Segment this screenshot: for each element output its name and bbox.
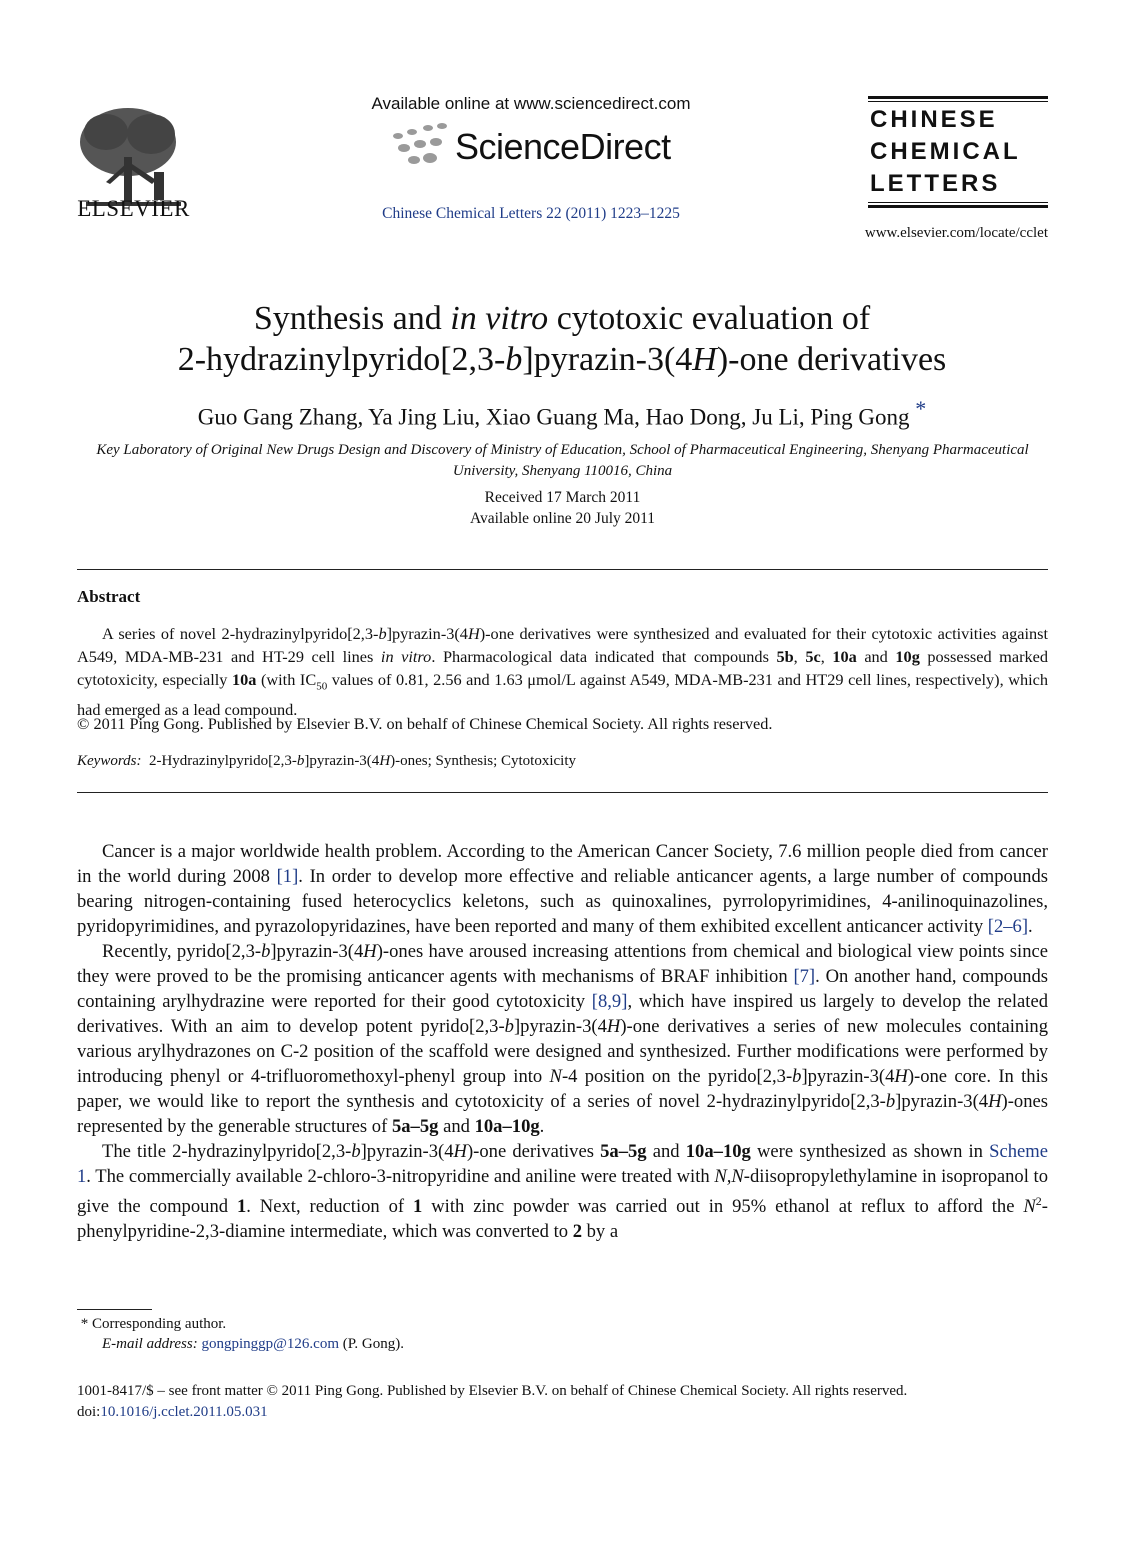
paragraph: The title 2-hydrazinylpyrido[2,3-b]pyrazin-3(4H)-one derivatives 5a–5g and 10a–10g were synthesized as shown in Scheme 1. The commercially available 2-chloro-3-nitropyridine and aniline were treated with N,N-diisopropylethylamine in isopropanol to give the compound 1. Next, reduction of 1 with zinc powder was carried out in 95% ethanol at reflux to afford the $N^2-phenylpyridine-2,3$-diamine intermediate, which was converted to 2 by a <box>77 1141 1048 1243</box>
divider <box>77 569 1048 570</box>
reference-link[interactable]: [1] <box>276 866 299 887</box>
doi-link[interactable]: 10.1016/j.cclet.2011.05.031 <box>100 1404 268 1420</box>
abstract-heading: Abstract <box>77 587 141 606</box>
journal-url[interactable]: www.elsevier.com/locate/cclet <box>864 225 1048 241</box>
article-title: Synthesis and in vitro cytotoxic evaluation of 2-hydrazinylpyrido[2,3-b]pyrazin-3(4H)-one derivatives <box>177 300 947 378</box>
reference-link[interactable]: [7] <box>793 966 816 987</box>
corresponding-author-note: * Corresponding author. <box>80 1316 227 1332</box>
scheme-link[interactable]: Scheme 1 <box>77 1141 1048 1187</box>
journal-logo-word: CHEMICAL <box>870 138 1021 165</box>
journal-logo <box>868 94 1048 210</box>
abstract-text: A series of novel 2-hydrazinylpyrido[2,3-b]pyrazin-3(4H)-one derivatives were synthesized and evaluated for their cytotoxic activities against A549, MDA-MB-231 and HT-29 cell lines in vitro. Pharmacological data indicated that compounds 5b, 5c, 10a and 10g possessed marked cytotoxicity, especially 10a (with $IC_{50}$ values of 0.81, 2.56 and 1.63 μmol/L against A549, MDA-MB-231 and HT29 cell lines, respectively), which had emerged as a lead compound. <box>77 624 1049 720</box>
journal-citation-link[interactable]: Chinese Chemical Letters 22 (2011) 1223–1225 <box>382 205 680 222</box>
reference-link[interactable]: [2–6] <box>987 916 1029 937</box>
issn-line: 1001-8417/$ – see front matter © 2011 Ping Gong. Published by Elsevier B.V. on behalf of Chinese Chemical Society. All rights reserved. <box>77 1383 908 1399</box>
sciencedirect-wordmark: ScienceDirect <box>455 126 671 167</box>
publisher-name: ELSEVIER <box>77 196 190 221</box>
author-list: Guo Gang Zhang, Ya Jing Liu, Xiao Guang Ma, Hao Dong, Ju Li, Ping Gong * <box>197 396 927 430</box>
keywords: Keywords: 2-Hydrazinylpyrido[2,3-b]pyrazin-3(4H)-ones; Synthesis; Cytotoxicity <box>77 753 576 769</box>
journal-logo-word: LETTERS <box>870 170 1001 197</box>
available-online-text: Available online at www.sciencedirect.com <box>371 94 691 113</box>
doi-line: doi:10.1016/j.cclet.2011.05.031 <box>77 1404 268 1420</box>
journal-logo-word: CHINESE <box>870 106 998 133</box>
article-dates <box>77 487 1048 529</box>
article-body <box>77 839 1048 1244</box>
divider <box>77 792 1048 793</box>
reference-link[interactable]: [8,9] <box>591 991 628 1012</box>
received-date: Received 17 March 2011 <box>484 489 641 506</box>
copyright-line: © 2011 Ping Gong. Published by Elsevier B.V. on behalf of Chinese Chemical Society. All rights reserved. <box>77 714 773 733</box>
available-date: Available online 20 July 2011 <box>469 510 656 527</box>
email-note: E-mail address: gongpinggp@126.com (P. Gong). <box>102 1336 405 1352</box>
paragraph: Cancer is a major worldwide health problem. According to the American Cancer Society, 7.6 million people died from cancer in the world during 2008 [1]. In order to develop more effective and reliable anticancer agents, a large number of compounds bearing nitrogen-containing fused heterocyclics keletons, such as quinoxalines, pyrrolopyrimidines, 4-anilinoquinazolines, pyridopyrimidines, and pyrazolopyridazines, have been reported and many of them exhibited excellent anticancer activity [2–6]. <box>77 841 1048 937</box>
affiliation: Key Laboratory of Original New Drugs Design and Discovery of Ministry of Education, School of Pharmaceutical Engineering, Shenyang Pharmaceutical University, Shenyang 110016, China <box>96 442 1029 479</box>
corresponding-author-mark[interactable]: * <box>915 396 927 421</box>
footnote-divider <box>77 1309 152 1310</box>
paragraph: Recently, pyrido[2,3-b]pyrazin-3(4H)-ones have aroused increasing attentions from chemical and biological view points since they were proved to be the promising anticancer agents with mechanisms of BRAF inhibition [7]. On another hand, compounds containing arylhydrazine were reported for their good cytotoxicity [8,9], which have inspired us largely to develop the related derivatives. With an aim to develop potent pyrido[2,3-b]pyrazin-3(4H)-one derivatives a series of new molecules containing various arylhydrazones on C-2 position of the scaffold were designed and synthesized. Further modifications were performed by introducing phenyl or 4-trifluoromethoxyl-phenyl group into N-4 position on the pyrido[2,3-b]pyrazin-3(4H)-one core. In this paper, we would like to report the synthesis and cytotoxicity of a series of novel 2-hydrazinylpyrido[2,3-b]pyrazin-3(4H)-ones represented by the generable structures of 5a–5g and 10a–10g. <box>77 941 1049 1137</box>
email-link[interactable]: gongpinggp@126.com <box>201 1336 339 1352</box>
